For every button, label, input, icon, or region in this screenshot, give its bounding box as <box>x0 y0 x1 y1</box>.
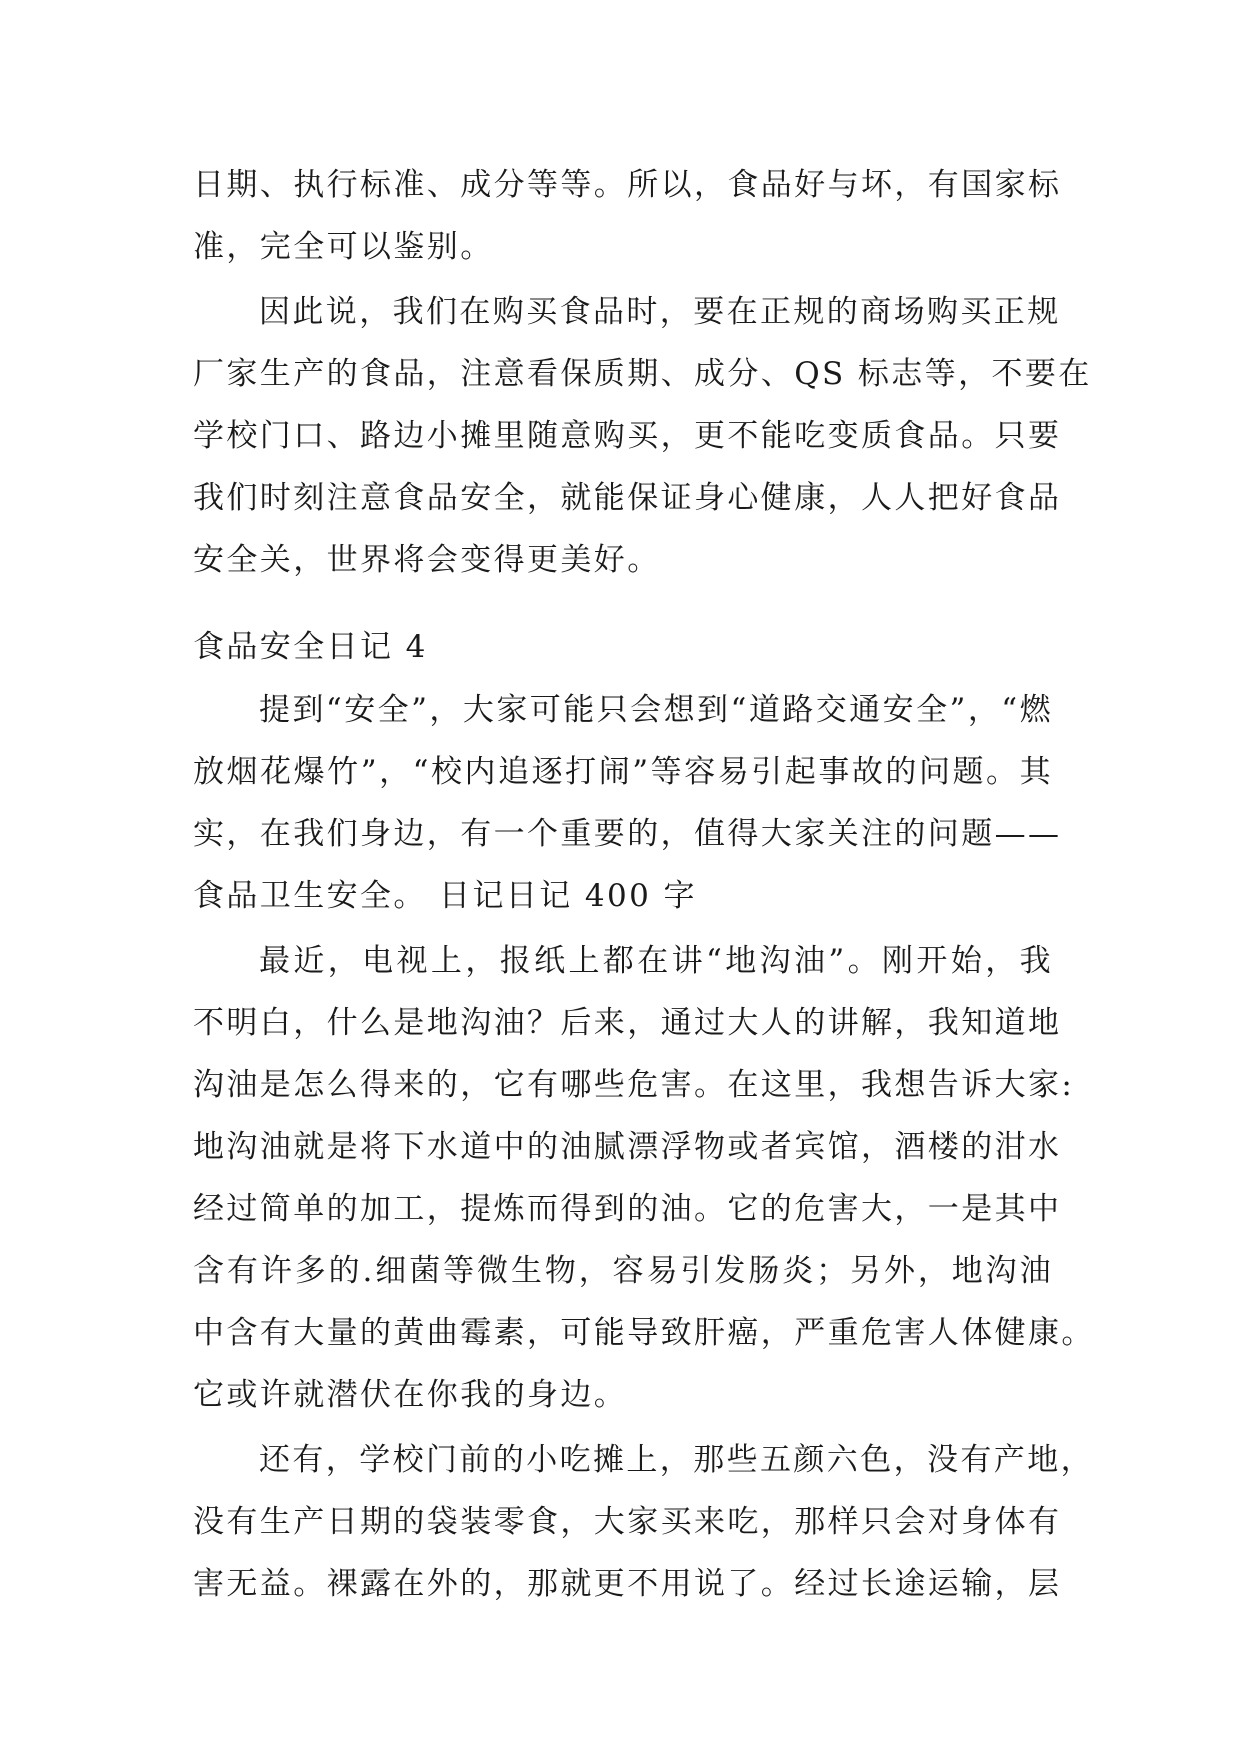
text-line: 放烟花爆竹”，“校内追逐打闹”等容易引起事故的问题。其 <box>193 754 1053 790</box>
text-line: 最近，电视上，报纸上都在讲“地沟油”。刚开始，我 <box>259 943 1053 979</box>
text-line: 含有许多的.细菌等微生物，容易引发肠炎；另外，地沟油 <box>193 1253 1053 1289</box>
text-line: 实，在我们身边，有一个重要的，值得大家关注的问题—— <box>193 816 1062 852</box>
text-line: 中含有大量的黄曲霉素，可能导致肝癌，严重危害人体健康。 <box>193 1315 1095 1351</box>
section-heading: 食品安全日记 4 <box>193 629 428 665</box>
text-line: 经过简单的加工，提炼而得到的油。它的危害大，一是其中 <box>193 1191 1062 1227</box>
text-line: 准，完全可以鉴别。 <box>193 229 494 265</box>
text-line: 地沟油就是将下水道中的油腻漂浮物或者宾馆，酒楼的泔水 <box>193 1129 1062 1165</box>
text-line: 厂家生产的食品，注意看保质期、成分、QS 标志等，不要在 <box>193 356 1092 392</box>
text-line: 学校门口、路边小摊里随意购买，更不能吃变质食品。只要 <box>193 418 1062 454</box>
text-line: 因此说，我们在购买食品时，要在正规的商场购买正规 <box>259 294 1061 330</box>
text-line: 安全关，世界将会变得更美好。 <box>193 542 661 578</box>
text-line: 没有生产日期的袋装零食，大家买来吃，那样只会对身体有 <box>193 1504 1062 1540</box>
text-line: 还有，学校门前的小吃摊上，那些五颜六色，没有产地， <box>259 1442 1094 1478</box>
text-line: 食品卫生安全。 日记日记 400 字 <box>193 878 697 914</box>
text-line: 它或许就潜伏在你我的身边。 <box>193 1377 628 1413</box>
text-line: 提到“安全”，大家可能只会想到“道路交通安全”，“燃 <box>259 692 1053 728</box>
text-line: 沟油是怎么得来的，它有哪些危害。在这里，我想告诉大家: <box>193 1067 1075 1103</box>
text-line: 不明白，什么是地沟油？后来，通过大人的讲解，我知道地 <box>193 1005 1062 1041</box>
text-line: 日期、执行标准、成分等等。所以，食品好与坏，有国家标 <box>193 167 1062 203</box>
text-line: 害无益。裸露在外的，那就更不用说了。经过长途运输，层 <box>193 1566 1062 1602</box>
text-line: 我们时刻注意食品安全，就能保证身心健康，人人把好食品 <box>193 480 1062 516</box>
